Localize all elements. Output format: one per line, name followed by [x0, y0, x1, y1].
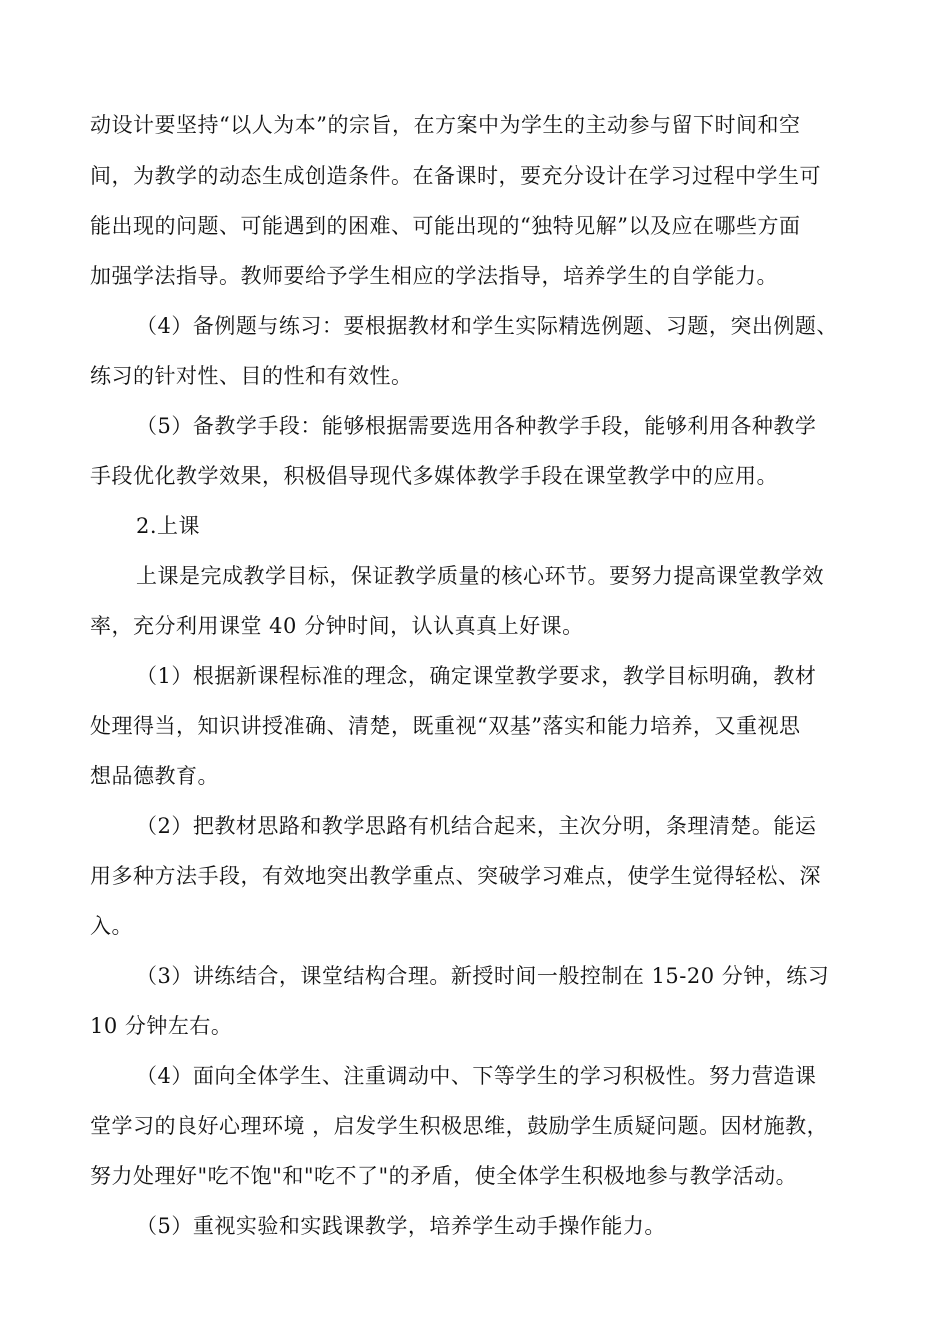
paragraph-line: 想品德教育。 — [90, 764, 219, 788]
section-heading: 2.上课 — [136, 514, 201, 538]
paragraph-line: 用多种方法手段，有效地突出教学重点、突破学习难点，使学生觉得轻松、深 — [90, 864, 821, 888]
paragraph-line: 努力处理好"吃不饱"和"吃不了"的矛盾，使全体学生积极地参与教学活动。 — [90, 1164, 798, 1188]
paragraph-line: （3）讲练结合，课堂结构合理。新授时间一般控制在 15-20 分钟，练习 — [136, 964, 830, 988]
paragraph-line: 手段优化教学效果，积极倡导现代多媒体教学手段在课堂教学中的应用。 — [90, 464, 778, 488]
paragraph-line: 练习的针对性、目的性和有效性。 — [90, 364, 413, 388]
paragraph-line: （5）备教学手段：能够根据需要选用各种教学手段，能够利用各种教学 — [136, 414, 817, 438]
paragraph-line: 处理得当，知识讲授准确、清楚，既重视“双基”落实和能力培养，又重视思 — [90, 714, 801, 738]
paragraph-line: 动设计要坚持“以人为本”的宗旨，在方案中为学生的主动参与留下时间和空 — [90, 113, 801, 137]
paragraph-line: 10 分钟左右。 — [90, 1014, 233, 1038]
paragraph-line: 间，为教学的动态生成创造条件。在备课时，要充分设计在学习过程中学生可 — [90, 164, 821, 188]
paragraph-line: 上课是完成教学目标，保证教学质量的核心环节。要努力提高课堂教学效 — [136, 564, 824, 588]
paragraph-line: （1）根据新课程标准的理念，确定课堂教学要求，教学目标明确，教材 — [136, 664, 817, 688]
paragraph-line: 入。 — [90, 914, 133, 938]
paragraph-line: （5）重视实验和实践课教学，培养学生动手操作能力。 — [136, 1214, 666, 1238]
paragraph-line: 能出现的问题、可能遇到的困难、可能出现的“独特见解”以及应在哪些方面 — [90, 214, 801, 238]
paragraph-line: （2）把教材思路和教学思路有机结合起来，主次分明，条理清楚。能运 — [136, 814, 817, 838]
paragraph-line: 加强学法指导。教师要给予学生相应的学法指导，培养学生的自学能力。 — [90, 264, 778, 288]
paragraph-line: （4）备例题与练习：要根据教材和学生实际精选例题、习题，突出例题、 — [136, 314, 838, 338]
paragraph-line: 堂学习的良好心理环境 ，启发学生积极思维，鼓励学生质疑问题。因材施教， — [90, 1114, 829, 1138]
paragraph-line: 率，充分利用课堂 40 分钟时间，认认真真上好课。 — [90, 614, 584, 638]
paragraph-line: （4）面向全体学生、注重调动中、下等学生的学习积极性。努力营造课 — [136, 1064, 817, 1088]
